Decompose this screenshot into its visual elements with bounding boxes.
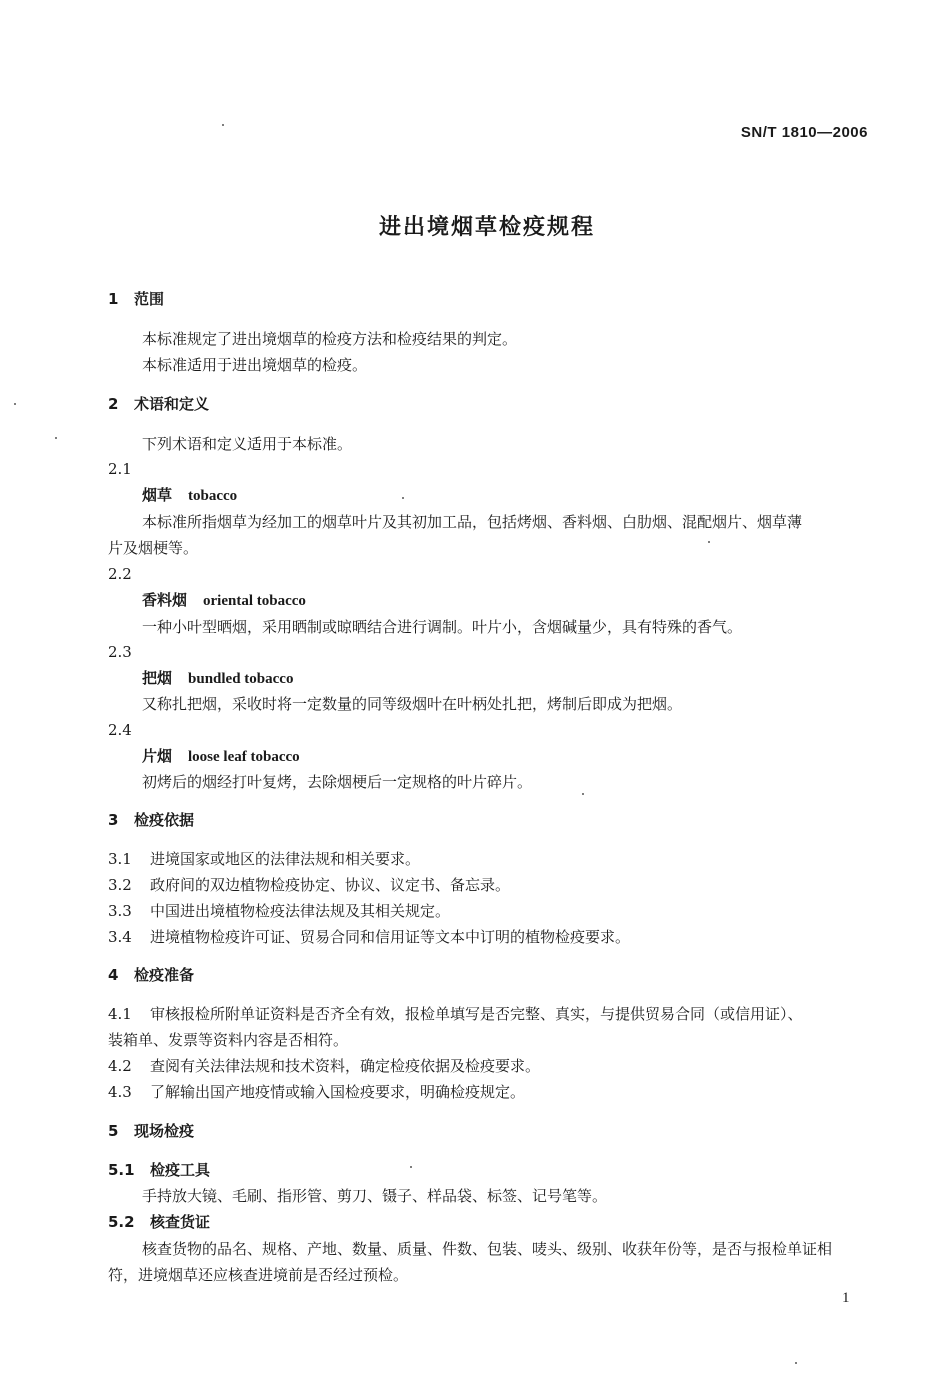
subsection-heading: 5.2 核查货证 (108, 1213, 211, 1231)
term-definition: 一种小叶型晒烟，采用晒制或晾晒结合进行调制。叶片小，含烟碱量少，具有特殊的香气。 (142, 618, 743, 636)
subsection-paragraph: 核查货物的品名、规格、产地、数量、质量、件数、包装、唛头、级别、收获年份等，是否与报检单证相 (142, 1240, 833, 1258)
scan-speck (795, 1362, 797, 1364)
scan-speck (708, 541, 710, 543)
section-1-heading: 1 范围 (108, 290, 165, 308)
scan-speck (222, 124, 224, 126)
section-4-heading: 4 检疫准备 (108, 966, 195, 984)
document-title: 进出境烟草检疫规程 (378, 215, 595, 240)
scan-speck (55, 437, 57, 439)
term-heading: 香料烟 oriental tobacco (142, 591, 306, 609)
term-heading: 片烟 loose leaf tobacco (142, 747, 300, 765)
subsection-paragraph: 符，进境烟草还应核查进境前是否经过预检。 (108, 1266, 409, 1284)
section-1-paragraph: 本标准适用于进出境烟草的检疫。 (142, 356, 368, 374)
term-number: 2.4 (108, 721, 132, 739)
term-number: 2.2 (108, 565, 132, 583)
section-3-heading: 3 检疫依据 (108, 811, 195, 829)
scan-speck (410, 1166, 412, 1168)
scan-speck (402, 497, 404, 499)
list-item: 3.4 进境植物检疫许可证、贸易合同和信用证等文本中订明的植物检疫要求。 (108, 928, 631, 946)
term-definition: 本标准所指烟草为经加工的烟草叶片及其初加工品，包括烤烟、香料烟、白肋烟、混配烟片、烟草薄 (142, 513, 803, 531)
list-item: 3.1 进境国家或地区的法律法规和相关要求。 (108, 850, 421, 868)
subsection-paragraph: 手持放大镜、毛刷、指形管、剪刀、镊子、样品袋、标签、记号笔等。 (142, 1187, 608, 1205)
list-item: 4.3 了解输出国产地疫情或输入国检疫要求，明确检疫规定。 (108, 1083, 526, 1101)
list-item: 4.2 查阅有关法律法规和技术资料，确定检疫依据及检疫要求。 (108, 1057, 541, 1075)
subsection-heading: 5.1 检疫工具 (108, 1161, 211, 1179)
scan-speck (582, 793, 584, 795)
term-definition: 初烤后的烟经打叶复烤，去除烟梗后一定规格的叶片碎片。 (142, 773, 533, 791)
term-definition: 片及烟梗等。 (108, 539, 199, 557)
section-1-paragraph: 本标准规定了进出境烟草的检疫方法和检疫结果的判定。 (142, 330, 518, 348)
list-item: 3.2 政府间的双边植物检疫协定、协议、议定书、备忘录。 (108, 876, 511, 894)
standard-code: SN/T 1810—2006 (740, 124, 868, 141)
scan-speck (14, 403, 16, 405)
list-item: 4.1 审核报检所附单证资料是否齐全有效，报检单填写是否完整、真实，与提供贸易合同（或信用证）、 (108, 1005, 803, 1023)
page-number: 1 (842, 1290, 850, 1306)
term-number: 2.1 (108, 460, 132, 478)
term-number: 2.3 (108, 643, 132, 661)
list-item: 3.3 中国进出境植物检疫法律法规及其相关规定。 (108, 902, 451, 920)
term-definition: 又称扎把烟，采收时将一定数量的同等级烟叶在叶柄处扎把，烤制后即成为把烟。 (142, 695, 683, 713)
section-2-intro: 下列术语和定义适用于本标准。 (142, 435, 353, 453)
section-5-heading: 5 现场检疫 (108, 1122, 195, 1140)
list-item-continuation: 装箱单、发票等资料内容是否相符。 (108, 1031, 349, 1049)
term-heading: 烟草 tobacco (142, 486, 238, 504)
section-2-heading: 2 术语和定义 (108, 395, 210, 413)
term-heading: 把烟 bundled tobacco (142, 669, 294, 687)
